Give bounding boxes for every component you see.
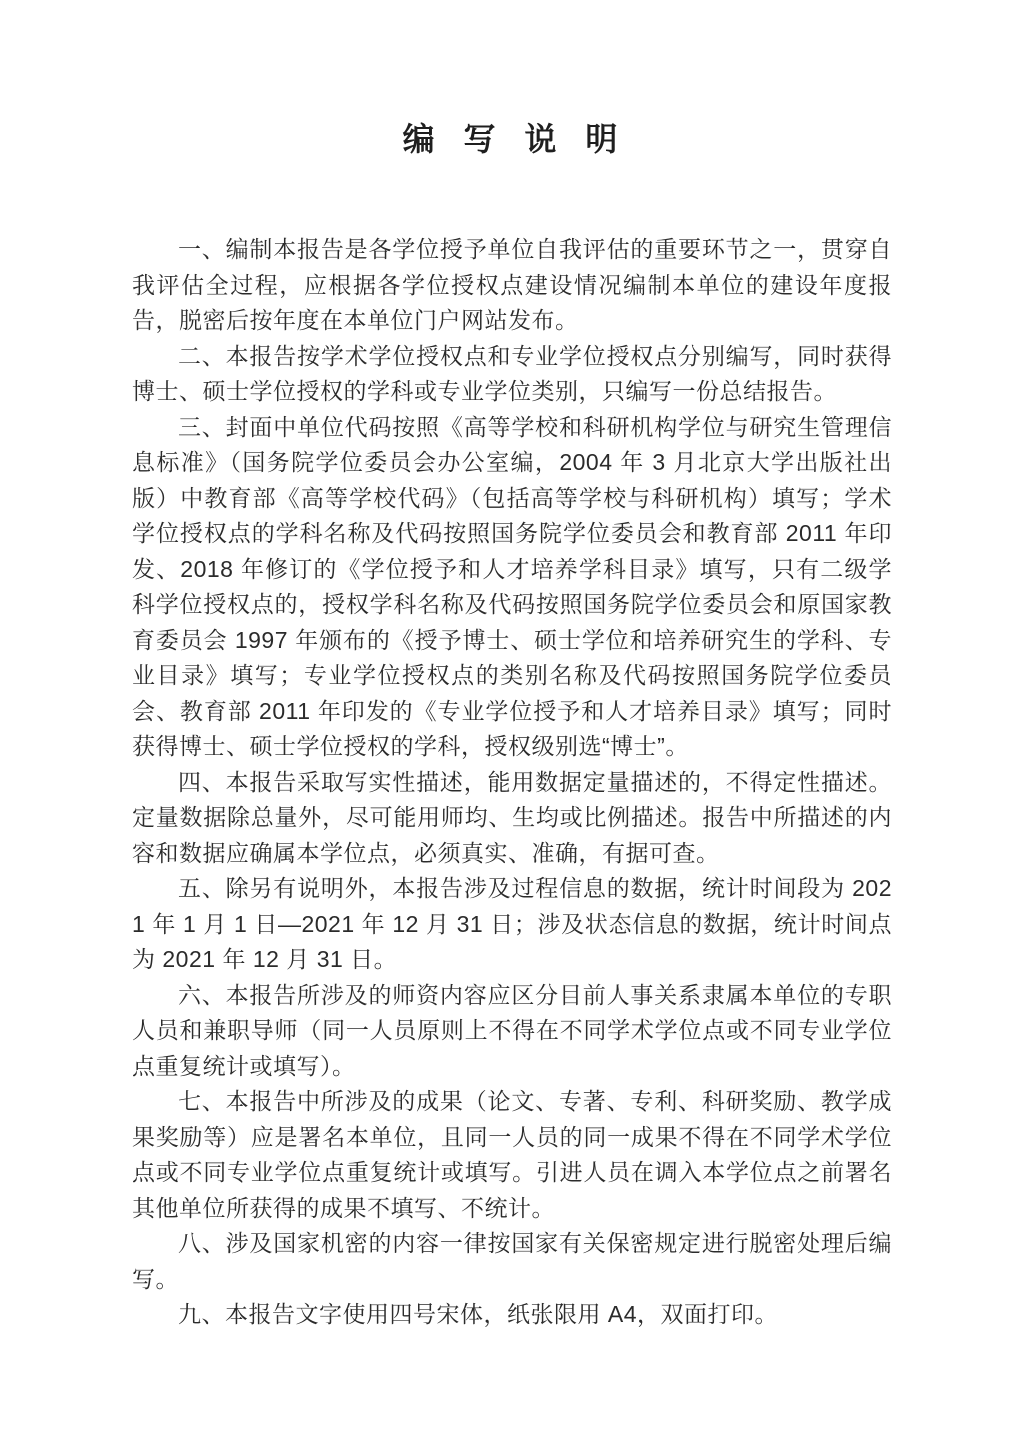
document-body	[132, 232, 892, 1333]
paragraph-4: 四、本报告采取写实性描述，能用数据定量描述的，不得定性描述。定量数据除总量外，尽可能用师均、生均或比例描述。报告中所描述的内容和数据应确属本学位点，必须真实、准确，有据可查。	[132, 768, 892, 866]
paragraph-1: 一、编制本报告是各学位授予单位自我评估的重要环节之一，贯穿自我评估全过程，应根据各学位授权点建设情况编制本单位的建设年度报告，脱密后按年度在本单位门户网站发布。	[132, 236, 892, 333]
paragraph-6: 六、本报告所涉及的师资内容应区分目前人事关系隶属本单位的专职人员和兼职导师（同一人员原则上不得在不同学术学位点或不同专业学位点重复统计或填写）。	[132, 981, 892, 1079]
paragraph-7: 七、本报告中所涉及的成果（论文、专著、专利、科研奖励、教学成果奖励等）应是署名本单位，且同一人员的同一成果不得在不同学术学位点或不同专业学位点重复统计或填写。引进人员在调入本学位点之前署名其他单位所获得的成果不填写、不统计。	[132, 1088, 892, 1221]
paragraph-8: 八、涉及国家机密的内容一律按国家有关保密规定进行脱密处理后编写。	[132, 1230, 892, 1292]
paragraph-3: 三、封面中单位代码按照《高等学校和科研机构学位与研究生管理信息标准》（国务院学位委员会办公室编，2004 年 3 月北京大学出版社出版）中教育部《高等学校代码》（包括高等学校与科研机构）填写；学术学位授权点的学科名称及代码按照国务院学位委员会和教育部 2011 年印发、2018 年修订的《学位授予和人才培养学科目录》填写，只有二级学科学位授权点的，授权学科名称及代码按照国务院学位委员会和原国家教育委员会 1997 年颁布的《授予博士、硕士学位和培养研究生的学科、专业目录》填写；专业学位授权点的类别名称及代码按照国务院学位委员会、教育部 2011 年印发的《专业学位授予和人才培养目录》填写；同时获得博士、硕士学位授权的学科，授权级别选“博士”。	[132, 413, 892, 759]
paragraph-9: 九、本报告文字使用四号宋体，纸张限用 A4，双面打印。	[178, 1301, 779, 1327]
paragraph-5: 五、除另有说明外，本报告涉及过程信息的数据，统计时间段为 2021 年 1 月 1 日—2021 年 12 月 31 日；涉及状态信息的数据，统计时间点为 2021 年 12 月 31 日。	[132, 875, 892, 972]
page-title: 编 写 说 明	[402, 121, 628, 157]
paragraph-2: 二、本报告按学术学位授权点和专业学位授权点分别编写，同时获得博士、硕士学位授权的学科或专业学位类别，只编写一份总结报告。	[132, 342, 892, 404]
